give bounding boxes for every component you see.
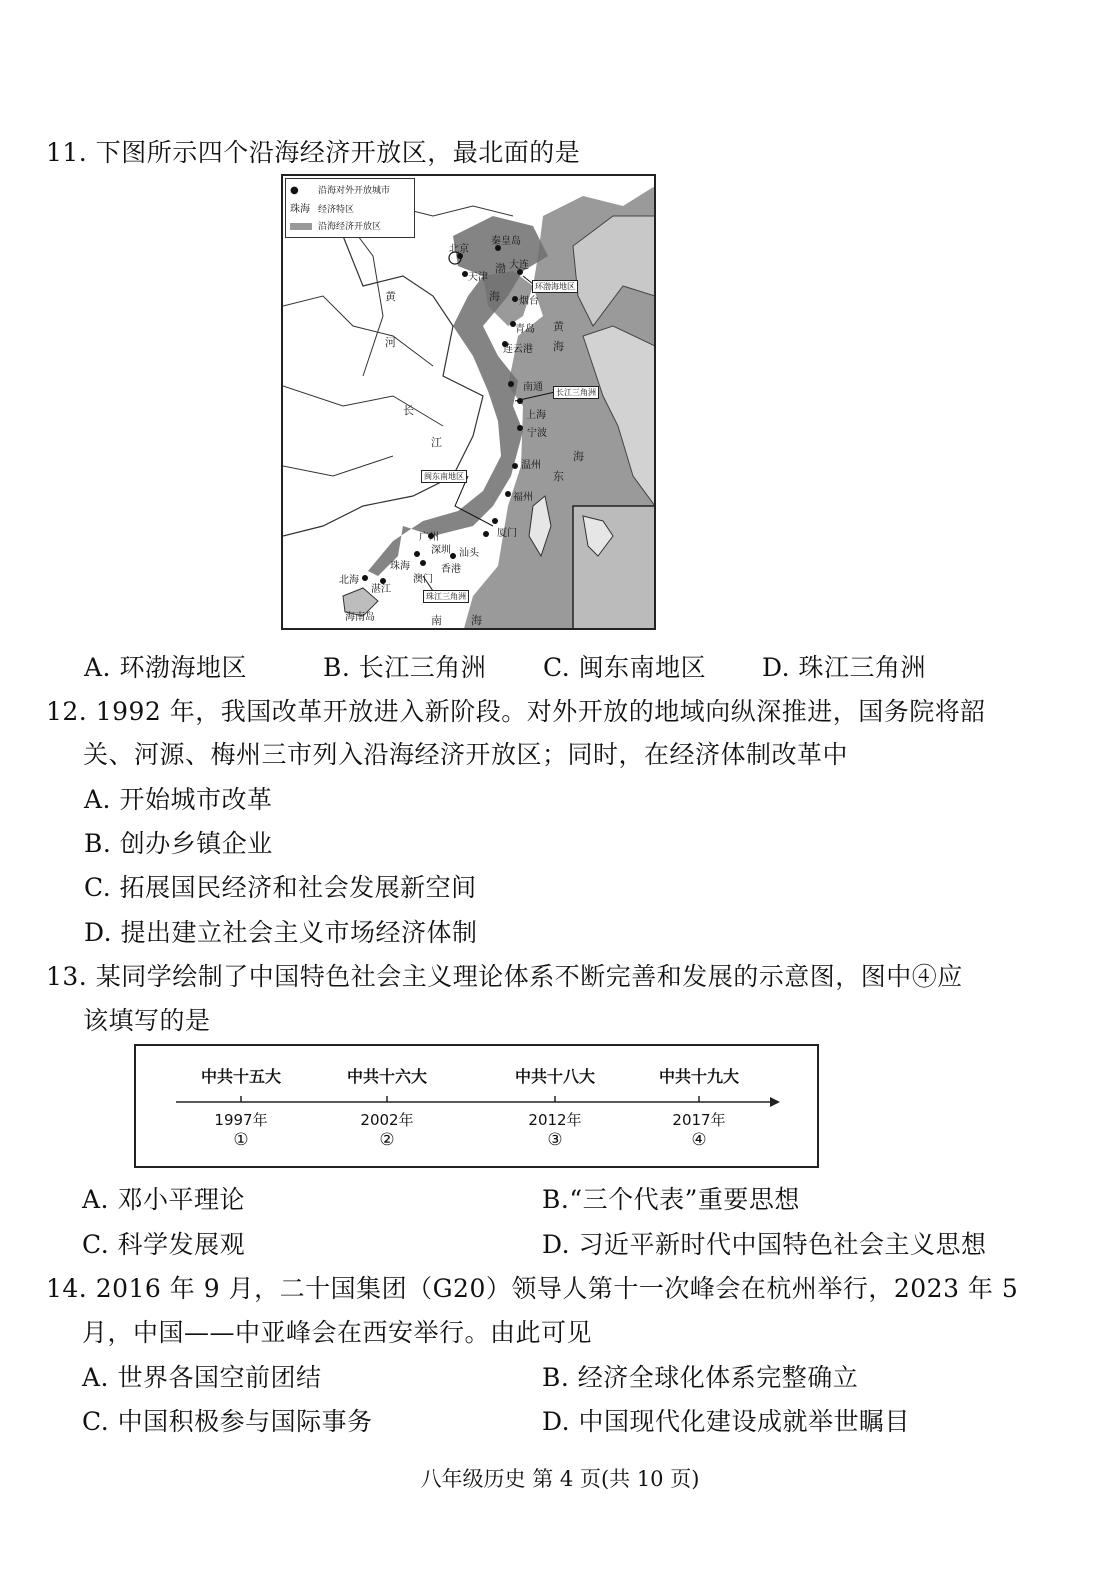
q13-stem-line1: 13. 某同学绘制了中国特色社会主义理论体系不断完善和发展的示意图，图中④应 (46, 962, 963, 991)
legend-sez: 经济特区 (318, 205, 355, 215)
map-label-zhuhai: 珠海 (390, 561, 410, 572)
map-label-shenzhen: 深圳 (431, 545, 451, 556)
timeline-mark-2: ② (379, 1130, 395, 1150)
timeline-year-2: 2002年 (360, 1111, 414, 1129)
timeline-node-2 (327, 1064, 447, 1150)
q11-option-c[interactable]: C. 闽东南地区 (543, 653, 707, 682)
map-label-xiamen: 厦门 (497, 528, 517, 539)
map-label-shanghai: 上海 (526, 410, 546, 421)
map-label-shantou: 汕头 (459, 548, 479, 559)
timeline-mark-1: ① (233, 1130, 249, 1150)
map-box-southeast-fujian: 闽东南地区 (421, 470, 467, 483)
q14-option-d[interactable]: D. 中国现代化建设成就举世瞩目 (542, 1407, 911, 1436)
map-label-tianjin: 天津 (468, 272, 488, 283)
q11-option-a[interactable]: A. 环渤海地区 (84, 653, 247, 682)
map-label-qinhuangdao: 秦皇岛 (491, 236, 521, 247)
legend-key-city: 珠海 (290, 204, 310, 215)
q12-stem-line1: 12. 1992 年，我国改革开放进入新阶段。对外开放的地域向纵深推进，国务院将韶 (46, 697, 986, 726)
map-label-qingdao: 青岛 (515, 324, 535, 335)
map-label-yellow-sea-2: 海 (553, 340, 564, 353)
map-box-yangtze-delta: 长江三角洲 (553, 386, 599, 399)
q11-option-b[interactable]: B. 长江三角洲 (323, 653, 487, 682)
map-label-zhanjiang: 湛江 (371, 584, 391, 595)
map-label-yellow-sea-1: 黄 (553, 320, 564, 333)
q12-option-d[interactable]: D. 提出建立社会主义市场经济体制 (84, 918, 478, 947)
legend-open-city: 沿海对外开放城市 (318, 186, 391, 196)
timeline-year-3: 2012年 (528, 1111, 582, 1129)
timeline-node-3 (495, 1064, 615, 1150)
map-label-lianyungang: 连云港 (503, 344, 533, 355)
map-label-yellow-river-2: 河 (385, 336, 396, 349)
map-box-bohai-rim: 环渤海地区 (532, 280, 578, 293)
q12-option-c[interactable]: C. 拓展国民经济和社会发展新空间 (84, 873, 477, 902)
map-label-beijing: 北京 (449, 244, 469, 255)
map-label-nantong: 南通 (523, 382, 543, 393)
timeline-node-4 (639, 1064, 759, 1150)
map-label-yangtze-2: 江 (431, 436, 442, 449)
timeline-congress-4: 中共十九大 (658, 1067, 739, 1086)
q14-option-b[interactable]: B. 经济全球化体系完整确立 (542, 1363, 859, 1392)
q11-stem: 11. 下图所示四个沿海经济开放区，最北面的是 (46, 138, 581, 167)
q13-stem-line2: 该填写的是 (83, 1006, 211, 1035)
q12-option-b[interactable]: B. 创办乡镇企业 (84, 829, 273, 858)
map-label-south-sea-1: 南 (431, 614, 442, 627)
map-label-hongkong: 香港 (441, 564, 461, 575)
map-label-bohai-2: 海 (489, 290, 500, 303)
map-label-east-sea-2: 海 (573, 450, 584, 463)
map-label-east-sea-1: 东 (553, 470, 564, 483)
q12-stem-line2: 关、河源、梅州三市列入沿海经济开放区；同时，在经济体制改革中 (83, 740, 849, 769)
map-label-dalian: 大连 (509, 260, 529, 271)
q13-option-d[interactable]: D. 习近平新时代中国特色社会主义思想 (542, 1230, 987, 1259)
q14-option-c[interactable]: C. 中国积极参与国际事务 (82, 1407, 373, 1436)
map-label-bohai-1: 渤 (495, 262, 506, 275)
map-label-hainan: 海南岛 (345, 612, 375, 623)
legend-coastal-zone: 沿海经济开放区 (318, 222, 382, 232)
map-label-yantai: 烟台 (519, 296, 539, 307)
coastal-open-zones-map (281, 174, 656, 630)
theory-timeline-diagram (134, 1044, 819, 1168)
q13-option-b[interactable]: B.“三个代表”重要思想 (542, 1185, 800, 1214)
timeline-congress-3: 中共十八大 (514, 1067, 595, 1086)
map-label-ningbo: 宁波 (527, 428, 547, 439)
q13-option-a[interactable]: A. 邓小平理论 (82, 1185, 245, 1214)
map-label-wenzhou: 温州 (521, 460, 541, 471)
map-label-yangtze-1: 长 (403, 404, 414, 417)
map-drawing (283, 176, 656, 630)
timeline-year-4: 2017年 (672, 1111, 726, 1129)
q13-option-c[interactable]: C. 科学发展观 (82, 1230, 246, 1259)
map-label-macau: 澳门 (413, 574, 433, 585)
q14-option-a[interactable]: A. 世界各国空前团结 (82, 1363, 322, 1392)
timeline-node-1 (181, 1064, 301, 1150)
page-footer: 八年级历史 第 4 页(共 10 页) (420, 1467, 700, 1491)
q12-option-a[interactable]: A. 开始城市改革 (84, 785, 273, 814)
q14-stem-line2: 月，中国——中亚峰会在西安举行。由此可见 (82, 1318, 593, 1347)
timeline-mark-4: ④ (691, 1130, 707, 1150)
map-legend: ● 沿海对外开放城市 珠海 经济特区 沿海经济开放区 (285, 178, 415, 238)
map-label-guangzhou: 广州 (419, 532, 439, 543)
map-label-beihai: 北海 (339, 575, 359, 586)
q14-stem-line1: 14. 2016 年 9 月，二十国集团（G20）领导人第十一次峰会在杭州举行，2023 年 5 (46, 1274, 1019, 1303)
map-label-fuzhou: 福州 (513, 492, 533, 503)
timeline-mark-3: ③ (547, 1130, 563, 1150)
timeline-year-1: 1997年 (214, 1111, 268, 1129)
timeline-congress-2: 中共十六大 (346, 1067, 427, 1086)
map-label-yellow-river-1: 黄 (385, 290, 396, 303)
timeline-congress-1: 中共十五大 (200, 1067, 281, 1086)
map-label-south-sea-2: 海 (471, 614, 482, 627)
q11-option-d[interactable]: D. 珠江三角洲 (762, 653, 927, 682)
map-box-pearl-delta: 珠江三角洲 (423, 590, 469, 603)
